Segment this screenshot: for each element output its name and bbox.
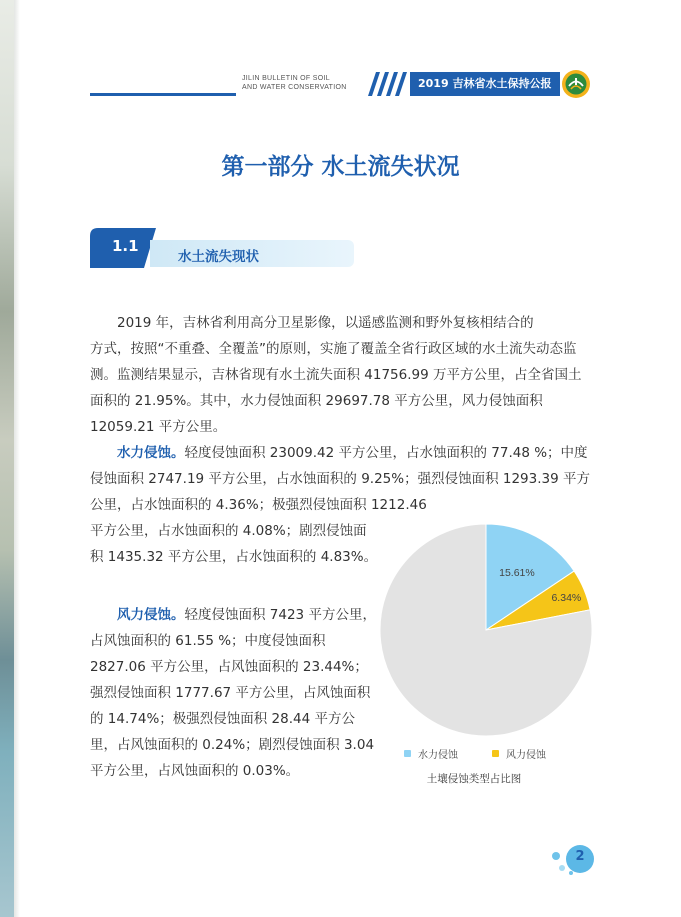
bulletin-emblem-icon [561,69,591,99]
header-banner: 2019 吉林省水土保持公报 [410,72,560,96]
wind-erosion-lead: 风力侵蚀。 [117,607,185,623]
chart-caption-text: 土壤侵蚀类型占比图 [426,773,522,785]
chart-caption [0,771,681,786]
paragraph-intro-body: 方式，按照“不重叠、全覆盖”的原则，实施了覆盖全省行政区域的水土流失动态监测。监测结果显示，吉林省现有水土流失面积 41756.99 万平方公里，占全省国土面积的 21.95%。其中，水力侵蚀面积 29697.78 平方公里，风力侵蚀面积 12059.21 平方公里。 [90,341,582,435]
page-number: 2 [575,849,585,864]
header-english-line2: AND WATER CONSERVATION [242,84,347,91]
section-number: 1.1 [112,237,139,255]
water-erosion-text-a: 轻度侵蚀面积 23009.42 平方公里，占水蚀面积的 77.48 %；中度侵蚀面积 2747.19 平方公里，占水蚀面积的 9.25%；强烈侵蚀面积 1293.39 平方公里，占水蚀面积的 4.36%；极强烈侵蚀面积 1212.46 [90,445,590,513]
header-rule [90,93,236,96]
pie-slice-label-0: 15.61% [499,567,535,580]
legend-label-wind: 风力侵蚀 [506,750,546,761]
paragraph-intro-line1: 2019 年，吉林省利用高分卫星影像，以遥感监测和野外复核相结合的 [117,315,534,331]
pie-slice-label-1: 6.34% [551,591,582,604]
water-erosion-lead: 水力侵蚀。 [117,445,185,461]
legend-label-water: 水力侵蚀 [418,750,458,761]
paragraph-water-erosion [90,440,593,518]
section-title: 水土流失现状 [178,249,259,265]
header-stripes [362,72,412,96]
legend-item-wind [492,746,546,761]
legend-swatch-water [404,750,411,757]
legend-swatch-wind [492,750,499,757]
part-title: 第一部分 水土流失状况 [221,154,460,180]
wind-erosion-text: 轻度侵蚀面积 7423 平方公里，占风蚀面积的 61.55 %；中度侵蚀面积 2827.06 平方公里，占风蚀面积的 23.44%；强烈侵蚀面积 1777.67 平方公里，占风蚀面积的 14.74%；极强烈侵蚀面积 28.44 平方公里，占风蚀面积的 0.24%；剧烈侵蚀面积 3.04 平方公里，占风蚀面积的 0.03%。 [90,607,376,779]
erosion-type-pie-chart [376,520,596,740]
legend-item-water [404,746,458,761]
paragraph-wind-erosion [90,602,380,784]
paragraph-water-erosion-cont: 平方公里，占水蚀面积的 4.08%；剧烈侵蚀面积 1435.32 平方公里，占水蚀面积的 4.83%。 [90,523,378,565]
header-english-line1: JILIN BULLETIN OF SOIL [242,75,330,82]
header-english-title [242,74,347,92]
